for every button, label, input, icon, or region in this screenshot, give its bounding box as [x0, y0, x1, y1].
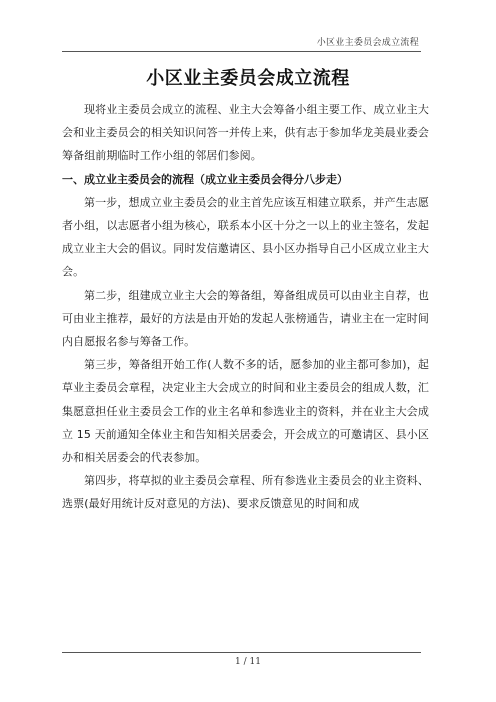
page-number: 1 / 11 [235, 657, 261, 667]
intro-paragraph: 现将业主委员会成立的流程、业主大会筹备小组主要工作、成立业主大会和业主委员会的相关知识问答一并传上来，供有志于参加华龙美晨业委会筹备组前期临时工作小组的邻居们参阅。 [62, 103, 429, 163]
step-1-paragraph: 第一步，想成立业主委员会的业主首先应该互相建立联系，并产生志愿者小组，以志愿者小组为核心，联系本小区十分之一以上的业主签名，发起成立业主大会的倡议。同时发信邀请区、县小区办指导自己小区成立业主大会。 [62, 195, 429, 279]
step-2-paragraph: 第二步，组建成立业主大会的筹备组，筹备组成员可以由业主自荐，也可由业主推荐，最好的方法是由开始的发起人张榜通告，请业主在一定时间内自愿报名参与筹备工作。 [62, 288, 429, 349]
page-title: 小区业主委员会成立流程 [146, 68, 350, 89]
header-divider [62, 51, 421, 52]
running-header: 小区业主委员会成立流程 [316, 38, 419, 48]
document-body [62, 98, 429, 516]
section-heading: 一、成立业主委员会的流程（成立业主委员会得分八步走） [62, 172, 348, 186]
step-4-paragraph: 第四步，将草拟的业主委员会章程、所有参选业主委员会的业主资料、选票(最好用统计反对意见的方法)、要求反馈意见的时间和成 [62, 474, 429, 511]
footer-divider [62, 652, 421, 653]
step-3-paragraph: 第三步，筹备组开始工作(人数不多的话，愿参加的业主都可参加)，起草业主委员会章程，决定业主大会成立的时间和业主委员会的组成人数，汇集愿意担任业主委员会工作的业主名单和参选业主的资料，并在业主大会成立 15 天前通知全体业主和告知相关居委会，开会成立的可邀请区、县小区办和相关居委会的代表参加。 [62, 358, 429, 465]
